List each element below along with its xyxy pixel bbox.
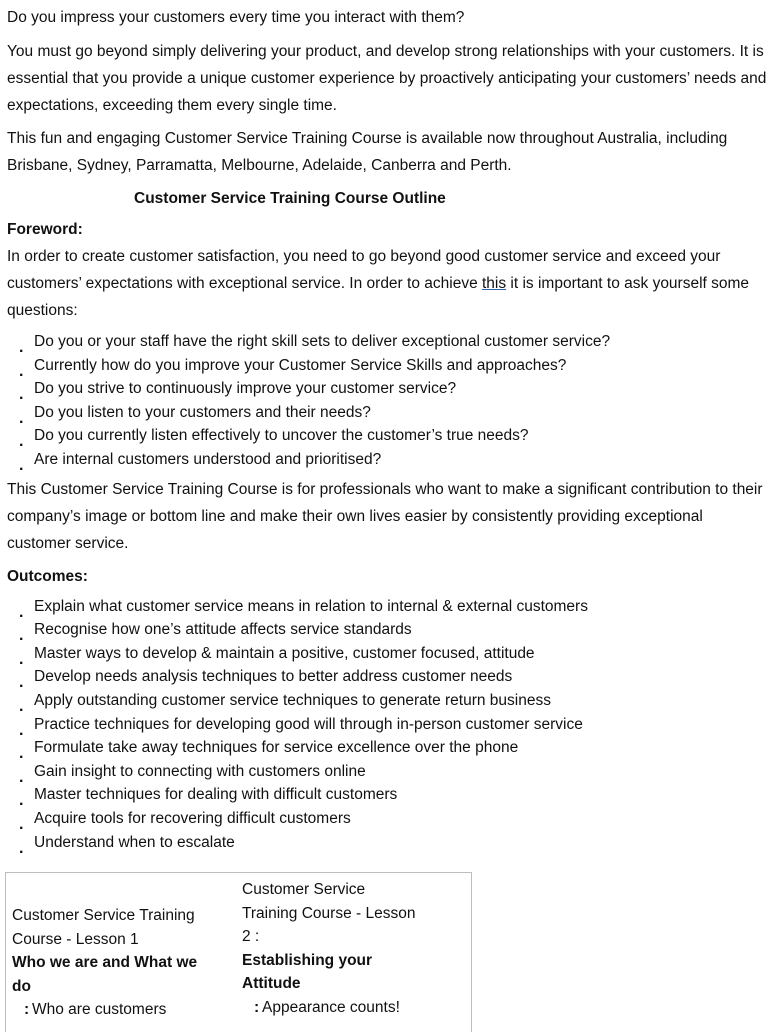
lesson-1-heading-line-1: Who we are and What we bbox=[12, 954, 198, 971]
bullet-icon: . bbox=[19, 839, 24, 857]
lesson-table bbox=[5, 872, 472, 1032]
list-item bbox=[19, 689, 770, 713]
list-item-text: Apply outstanding customer service techniques to generate return business bbox=[34, 691, 551, 709]
list-item bbox=[19, 354, 770, 378]
list-item-text: Are internal customers understood and prioritised? bbox=[34, 450, 382, 468]
bullet-icon: . bbox=[19, 721, 24, 739]
lesson-2-heading-line-2: Attitude bbox=[242, 975, 301, 992]
lesson-1-title-line-2: Course - Lesson 1 bbox=[12, 930, 139, 948]
bullet-icon: . bbox=[19, 650, 24, 668]
bullet-icon: . bbox=[19, 409, 24, 427]
list-item-text: Do you currently listen effectively to uncover the customer’s true needs? bbox=[34, 427, 529, 445]
lesson-2-item bbox=[242, 996, 468, 1020]
bullet-icon: . bbox=[19, 603, 24, 621]
lesson-2-title-line-1: Training Course - Lesson bbox=[242, 904, 416, 922]
lesson-2-column bbox=[242, 873, 468, 1019]
list-item-text: Master ways to develop & maintain a positive, customer focused, attitude bbox=[34, 644, 535, 662]
intro-question: Do you impress your customers every time you interact with them? bbox=[7, 9, 465, 26]
lesson-2-heading-line-1: Establishing your bbox=[242, 951, 373, 969]
bullet-icon: . bbox=[19, 768, 24, 786]
list-item bbox=[19, 448, 770, 472]
lesson-1-spacer bbox=[12, 873, 234, 904]
list-item bbox=[19, 330, 770, 354]
foreword-text-start: In order to create customer satisfaction, you need to go beyond good customer service and exceed your customers’ expectations with exceptional service. In order to achieve bbox=[7, 248, 721, 292]
list-item-text: Do you strive to continuously improve your customer service? bbox=[34, 380, 457, 398]
lesson-1-item-text: Who are customers bbox=[32, 1001, 167, 1018]
intro-paragraph-1: You must go beyond simply delivering your product, and develop strong relationships with your customers. It is essential that you provide a unique customer experience by proactively anticipating your customers’ needs and expectations, exceeding them every single time. bbox=[7, 43, 767, 114]
bullet-icon: . bbox=[19, 674, 24, 692]
bullet-icon: . bbox=[19, 745, 24, 763]
lesson-2-title-line-0: Customer Service bbox=[242, 881, 366, 898]
list-item-text: Practice techniques for developing good will through in-person customer service bbox=[34, 715, 583, 733]
outcomes-list bbox=[7, 595, 770, 855]
list-item-text: Recognise how one’s attitude affects service standards bbox=[34, 621, 412, 639]
list-item bbox=[19, 831, 770, 855]
lesson-2-title-line-2: 2 : bbox=[242, 928, 260, 945]
list-item-text: Acquire tools for recovering difficult customers bbox=[34, 809, 351, 827]
list-item bbox=[19, 424, 770, 451]
list-item-text: Do you listen to your customers and their needs? bbox=[34, 403, 371, 421]
foreword-paragraph bbox=[7, 243, 770, 324]
list-item bbox=[19, 713, 770, 737]
list-item-text: Gain insight to connecting with customers online bbox=[34, 762, 366, 780]
list-item bbox=[19, 618, 770, 645]
list-item-text: Master techniques for dealing with difficult customers bbox=[34, 786, 398, 804]
list-item bbox=[19, 401, 770, 425]
foreword-closing-paragraph: This Customer Service Training Course is for professionals who want to make a significant contribution to their company’s image or bottom line and make their own lives easier by consistently providing exceptional customer service. bbox=[7, 480, 763, 552]
list-item-text: Understand when to escalate bbox=[34, 833, 235, 851]
outcomes-heading: Outcomes: bbox=[7, 567, 88, 585]
bullet-icon: : bbox=[254, 998, 260, 1016]
bullet-icon: . bbox=[19, 627, 24, 645]
bullet-icon: . bbox=[19, 386, 24, 404]
list-item-text: Explain what customer service means in relation to internal & external customers bbox=[34, 597, 588, 615]
bullet-icon: : bbox=[24, 1001, 30, 1018]
lesson-1-title-line-1: Customer Service Training bbox=[12, 907, 195, 924]
lesson-1-column bbox=[12, 873, 234, 1022]
bullet-icon: . bbox=[19, 697, 24, 715]
list-item-text: Develop needs analysis techniques to better address customer needs bbox=[34, 668, 513, 686]
list-item-text: Do you or your staff have the right skill sets to deliver exceptional customer service? bbox=[34, 333, 611, 350]
list-item bbox=[19, 760, 770, 784]
foreword-question-list bbox=[7, 330, 770, 472]
bullet-icon: . bbox=[19, 362, 24, 380]
bullet-icon: . bbox=[19, 792, 24, 810]
list-item bbox=[19, 783, 770, 810]
lesson-1-heading-line-2: do bbox=[12, 977, 31, 995]
intro-paragraph-2: This fun and engaging Customer Service Training Course is available now throughout Australia, including Brisbane, Sydney, Parramatta, Melbourne, Adelaide, Canberra and Perth. bbox=[7, 130, 728, 174]
list-item bbox=[19, 665, 770, 692]
list-item bbox=[19, 595, 770, 619]
list-item bbox=[19, 642, 770, 666]
lesson-2-item-text: Appearance counts! bbox=[262, 998, 400, 1016]
outline-title: Customer Service Training Course Outline bbox=[134, 190, 446, 207]
bullet-icon: . bbox=[19, 815, 24, 833]
foreword-heading: Foreword: bbox=[7, 221, 83, 238]
list-item-text: Currently how do you improve your Customer Service Skills and approaches? bbox=[34, 356, 567, 374]
lesson-1-item bbox=[12, 998, 234, 1022]
bullet-icon: . bbox=[19, 339, 24, 356]
foreword-underlined-word: this bbox=[482, 275, 507, 292]
list-item-text: Formulate take away techniques for service excellence over the phone bbox=[34, 739, 519, 757]
bullet-icon: . bbox=[19, 456, 24, 474]
list-item bbox=[19, 807, 770, 831]
foreword-text-end: it is important to ask yourself some questions: bbox=[7, 275, 750, 319]
bullet-icon: . bbox=[19, 433, 24, 451]
list-item bbox=[19, 736, 770, 763]
list-item bbox=[19, 377, 770, 404]
